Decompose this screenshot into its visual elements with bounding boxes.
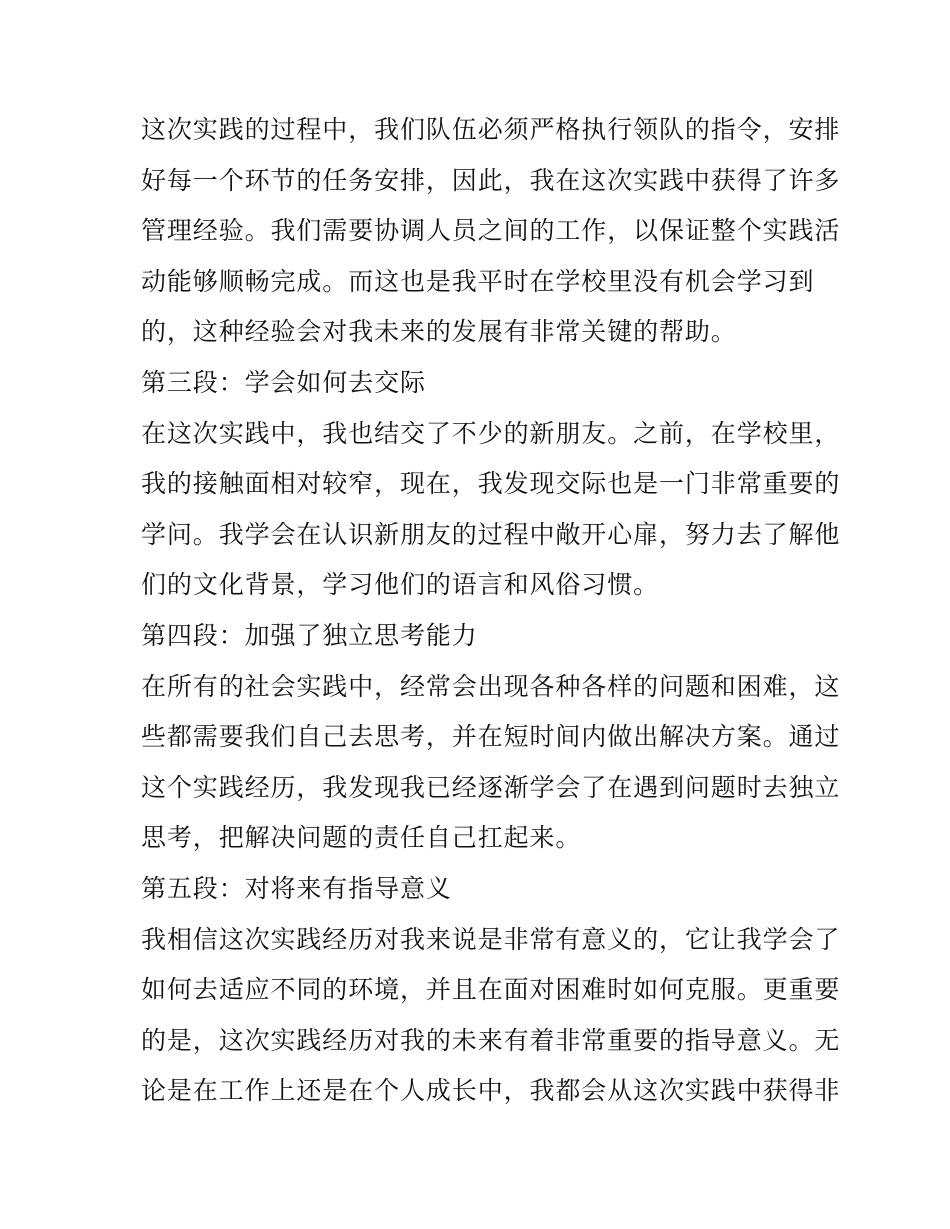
paragraph-2-line-4: 动能够顺畅完成。而这也是我平时在学校里没有机会学习到 [141, 266, 815, 296]
paragraph-2-line-5: 的，这种经验会对我未来的发展有非常关键的帮助。 [141, 317, 737, 347]
paragraph-3-line-2: 我的接触面相对较窄，现在，我发现交际也是一门非常重要的 [141, 469, 841, 499]
paragraph-2-line-3: 管理经验。我们需要协调人员之间的工作，以保证整个实践活 [141, 216, 841, 246]
section-heading-5: 第五段：对将来有指导意义 [141, 873, 452, 903]
paragraph-5-line-3: 的是，这次实践经历对我的未来有着非常重要的指导意义。无 [141, 1025, 841, 1055]
paragraph-4-line-1: 在所有的社会实践中，经常会出现各种各样的问题和困难，这 [141, 671, 841, 701]
paragraph-3-line-4: 们的文化背景，学习他们的语言和风俗习惯。 [141, 570, 660, 600]
paragraph-2-line-1: 这次实践的过程中，我们队伍必须严格执行领队的指令，安排 [141, 115, 841, 144]
paragraph-3-line-1: 在这次实践中，我也结交了不少的新朋友。之前，在学校里， [141, 418, 841, 448]
document-body [141, 105, 841, 1117]
paragraph-5-line-4: 论是在工作上还是在个人成长中，我都会从这次实践中获得非 [141, 1076, 841, 1106]
paragraph-2-line-2: 好每一个环节的任务安排，因此，我在这次实践中获得了许多 [141, 165, 841, 195]
paragraph-4-line-4: 思考，把解决问题的责任自己扛起来。 [141, 823, 582, 853]
paragraph-5-line-1: 我相信这次实践经历对我来说是非常有意义的，它让我学会了 [141, 924, 841, 954]
section-heading-3: 第三段：学会如何去交际 [141, 367, 426, 397]
paragraph-4-line-3: 这个实践经历，我发现我已经逐渐学会了在遇到问题时去独立 [141, 772, 841, 802]
section-heading-4: 第四段：加强了独立思考能力 [141, 620, 478, 650]
paragraph-4-line-2: 些都需要我们自己去思考，并在短时间内做出解决方案。通过 [141, 722, 841, 752]
paragraph-5-line-2: 如何去适应不同的环境，并且在面对困难时如何克服。更重要 [141, 975, 841, 1005]
paragraph-3-line-3: 学问。我学会在认识新朋友的过程中敞开心扉，努力去了解他 [141, 519, 841, 549]
